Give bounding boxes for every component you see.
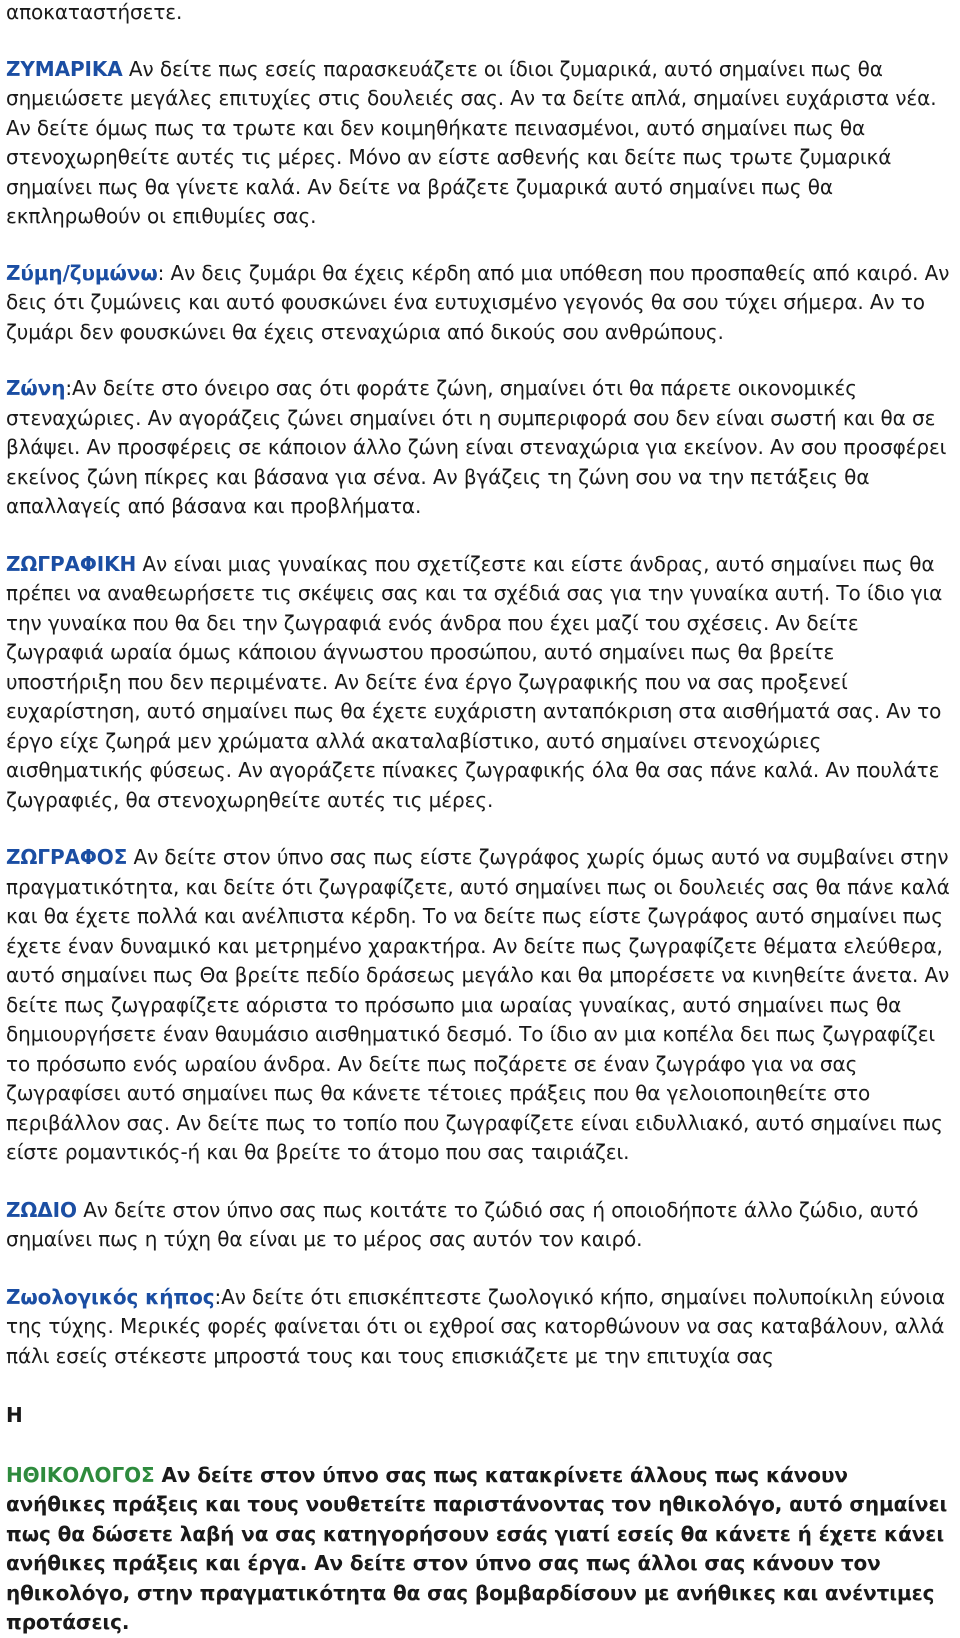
entry-text: Αν δείτε στον ύπνο σας πως είστε ζωγράφος χωρίς όμως αυτό να συμβαίνει στην πραγματικότητα, και δείτε ότι ζωγραφίζετε, αυτό σημαίνει πως οι δουλειές σας θα πάνε καλά και θα έχετε πολλά και ανέλπιστα κέρδη. Το να δείτε πως είστε ζωγράφος αυτό σημαίνει πως έχετε έναν δυναμικό και μετρημένο χαρακτήρα. Αν δείτε πως ζωγραφίζετε θέματα ελεύθερα, αυτό σημαίνει πως Θα βρείτε πεδίο δράσεως μεγάλο και θα μπορέσετε να κινηθείτε άνετα. Αν δείτε πως ζωγραφίζετε αόριστα το πρόσωπο μια ωραίας γυναίκας, αυτό σημαίνει πως θα δημιουργήσετε έναν θαυμάσιο αισθηματικό δεσμό. Το ίδιο αν μια κοπέλα δει πως ζωγραφίζει το πρόσωπο ενός ωραίου άνδρα. Αν δείτε πως ποζάρετε σε έναν ζωγράφο για να σας ζωγραφίσει αυτό σημαίνει πως θα κάνετε τέτοιες πράξεις που θα γελοιοποιηθείτε στο περιβάλλον σας. Αν δείτε πως το τοπίο που ζωγραφίζετε είναι ειδυλλιακό, αυτό σημαίνει πως είστε ρομαντικός-ή και θα βρείτε το άτομο που σας ταιριάζει. xyxy=(6,845,950,1164)
entry-zografos xyxy=(6,843,954,1168)
letter-heading: Η xyxy=(6,1403,23,1427)
entry-ithikologos xyxy=(6,1461,954,1638)
entry-zymarika xyxy=(6,55,954,232)
entry-text: Αν δείτε στον ύπνο σας πως κοιτάτε το ζώδιό σας ή οποιοδήποτε άλλο ζώδιο, αυτό σημαίνει πως η τύχη θα είναι με το μέρος σας αυτόν τον καιρό. xyxy=(6,1197,919,1251)
entry-text: : Αν δεις ζυμάρι θα έχεις κέρδη από μια υπόθεση που προσπαθείς από καιρό. Αν δεις ότι ζυμώνεις και αυτό φουσκώνει ένα ευτυχισμένο γεγονός θα σου τύχει σήμερα. Αν το ζυμάρι δεν φουσκώνει θα έχεις στεναχώρια από δικούς σου ανθρώπους. xyxy=(6,260,950,344)
intro-tail: αποκαταστήσετε. xyxy=(6,0,183,24)
entry-text: Αν είναι μιας γυναίκας που σχετίζεστε και είστε άνδρας, αυτό σημαίνει πως θα πρέπει να αναθεωρήσετε τις σκέψεις σας και τα σχέδιά σας για την γυναίκα αυτή. Το ίδιο για την γυναίκα που θα δει την ζωγραφιά ενός άνδρα που έχει μαζί του σχέσεις. Αν δείτε ζωγραφιά ωραία όμως κάποιου άγνωστου προσώπου, αυτό σημαίνει πως θα βρείτε υποστήριξη που δεν περιμένατε. Αν δείτε ένα έργο ζωγραφικής που να σας προξενεί ευχαρίστηση, αυτό σημαίνει πως θα έχετε ευχάριστη ανταπόκριση στα αισθήματά σας. Αν το έργο είχε ζωηρά μεν χρώματα αλλά ακαταλαβίστικο, αυτό σημαίνει στενοχώριες αισθηματικής φύσεως. Αν αγοράζετε πίνακες ζωγραφικής όλα θα σας πάνε καλά. Αν πουλάτε ζωγραφιές, θα στενοχωρηθείτε αυτές τις μέρες. xyxy=(6,551,943,812)
entry-keyword: ΖΥΜΑΡΙΚΑ xyxy=(6,56,123,81)
entry-text: Αν δείτε στον ύπνο σας πως κατακρίνετε άλλους πως κάνουν ανήθικες πράξεις και τους νουθετείτε παριστάνοντας τον ηθικολόγο, αυτό σημαίνει πως θα δώσετε λαβή να σας κατηγορήσουν εσάς γιατί εσείς θα κάνετε ή έχετε κάνει ανήθικες πράξεις και έργα. Αν δείτε στον ύπνο σας πως άλλοι σας κάνουν τον ηθικολόγο, στην πραγματικότητα θα σας βομβαρδίσουν με ανήθικες και ανέντιμες προτάσεις. xyxy=(6,1462,948,1634)
entry-keyword: Ζύμη/ζυμώνω xyxy=(6,260,158,285)
entry-keyword: ΖΩΔΙΟ xyxy=(6,1197,77,1222)
entry-keyword: ΖΩΓΡΑΦΟΣ xyxy=(6,845,128,869)
entry-zymi xyxy=(6,259,954,348)
entry-zodio xyxy=(6,1196,954,1255)
entry-zoologikos xyxy=(6,1283,954,1372)
entry-keyword: ΖΩΓΡΑΦΙΚΗ xyxy=(6,551,137,576)
entry-keyword: ΗΘΙΚΟΛΟΓΟΣ xyxy=(6,1462,155,1487)
entry-text: :Αν δείτε στο όνειρο σας ότι φοράτε ζώνη, σημαίνει ότι θα πάρετε οικονομικές στεναχώριες. Αν αγοράζεις ζώνει σημαίνει ότι η συμπεριφορά σου δεν είναι σωστή και θα σε βλάψει. Αν προσφέρεις σε κάποιον άλλο ζώνη είναι στεναχώρια για εκείνον. Αν σου προσφέρει εκείνος ζώνη πίκρες και βάσανα για σένα. Αν βγάζεις τη ζώνη σου να την πετάξεις θα απαλλαγείς από βάσανα και προβλήματα. xyxy=(6,376,947,518)
entry-keyword: Ζώνη xyxy=(6,376,66,400)
entry-zografiki xyxy=(6,550,954,816)
entry-zoni xyxy=(6,374,954,522)
entry-text: Αν δείτε πως εσείς παρασκευάζετε οι ίδιοι ζυμαρικά, αυτό σημαίνει πως θα σημειώσετε μεγάλες επιτυχίες στις δουλειές σας. Αν τα δείτε απλά, σημαίνει ευχάριστα νέα. Αν δείτε όμως πως τα τρωτε και δεν κοιμηθήκατε πεινασμένοι, αυτό σημαίνει πως θα στενοχωρηθείτε αυτές τις μέρες. Μόνο αν είστε ασθενής και δείτε πως τρωτε ζυμαρικά σημαίνει πως θα γίνετε καλά. Αν δείτε να βράζετε ζυμαρικά αυτό σημαίνει πως θα εκπληρωθούν οι επιθυμίες σας. xyxy=(6,56,937,228)
entry-text: :Αν δείτε ότι επισκέπτεστε ζωολογικό κήπο, σημαίνει πολυποίκιλη εύνοια της τύχης. Μερικές φορές φαίνεται ότι οι εχθροί σας κατορθώνουν να σας καταβάλουν, αλλά πάλι εσείς στέκεστε μπροστά τους και τους επισκιάζετε με την επιτυχία σας xyxy=(6,1284,945,1368)
entry-keyword: Ζωολογικός κήπος xyxy=(6,1284,215,1309)
